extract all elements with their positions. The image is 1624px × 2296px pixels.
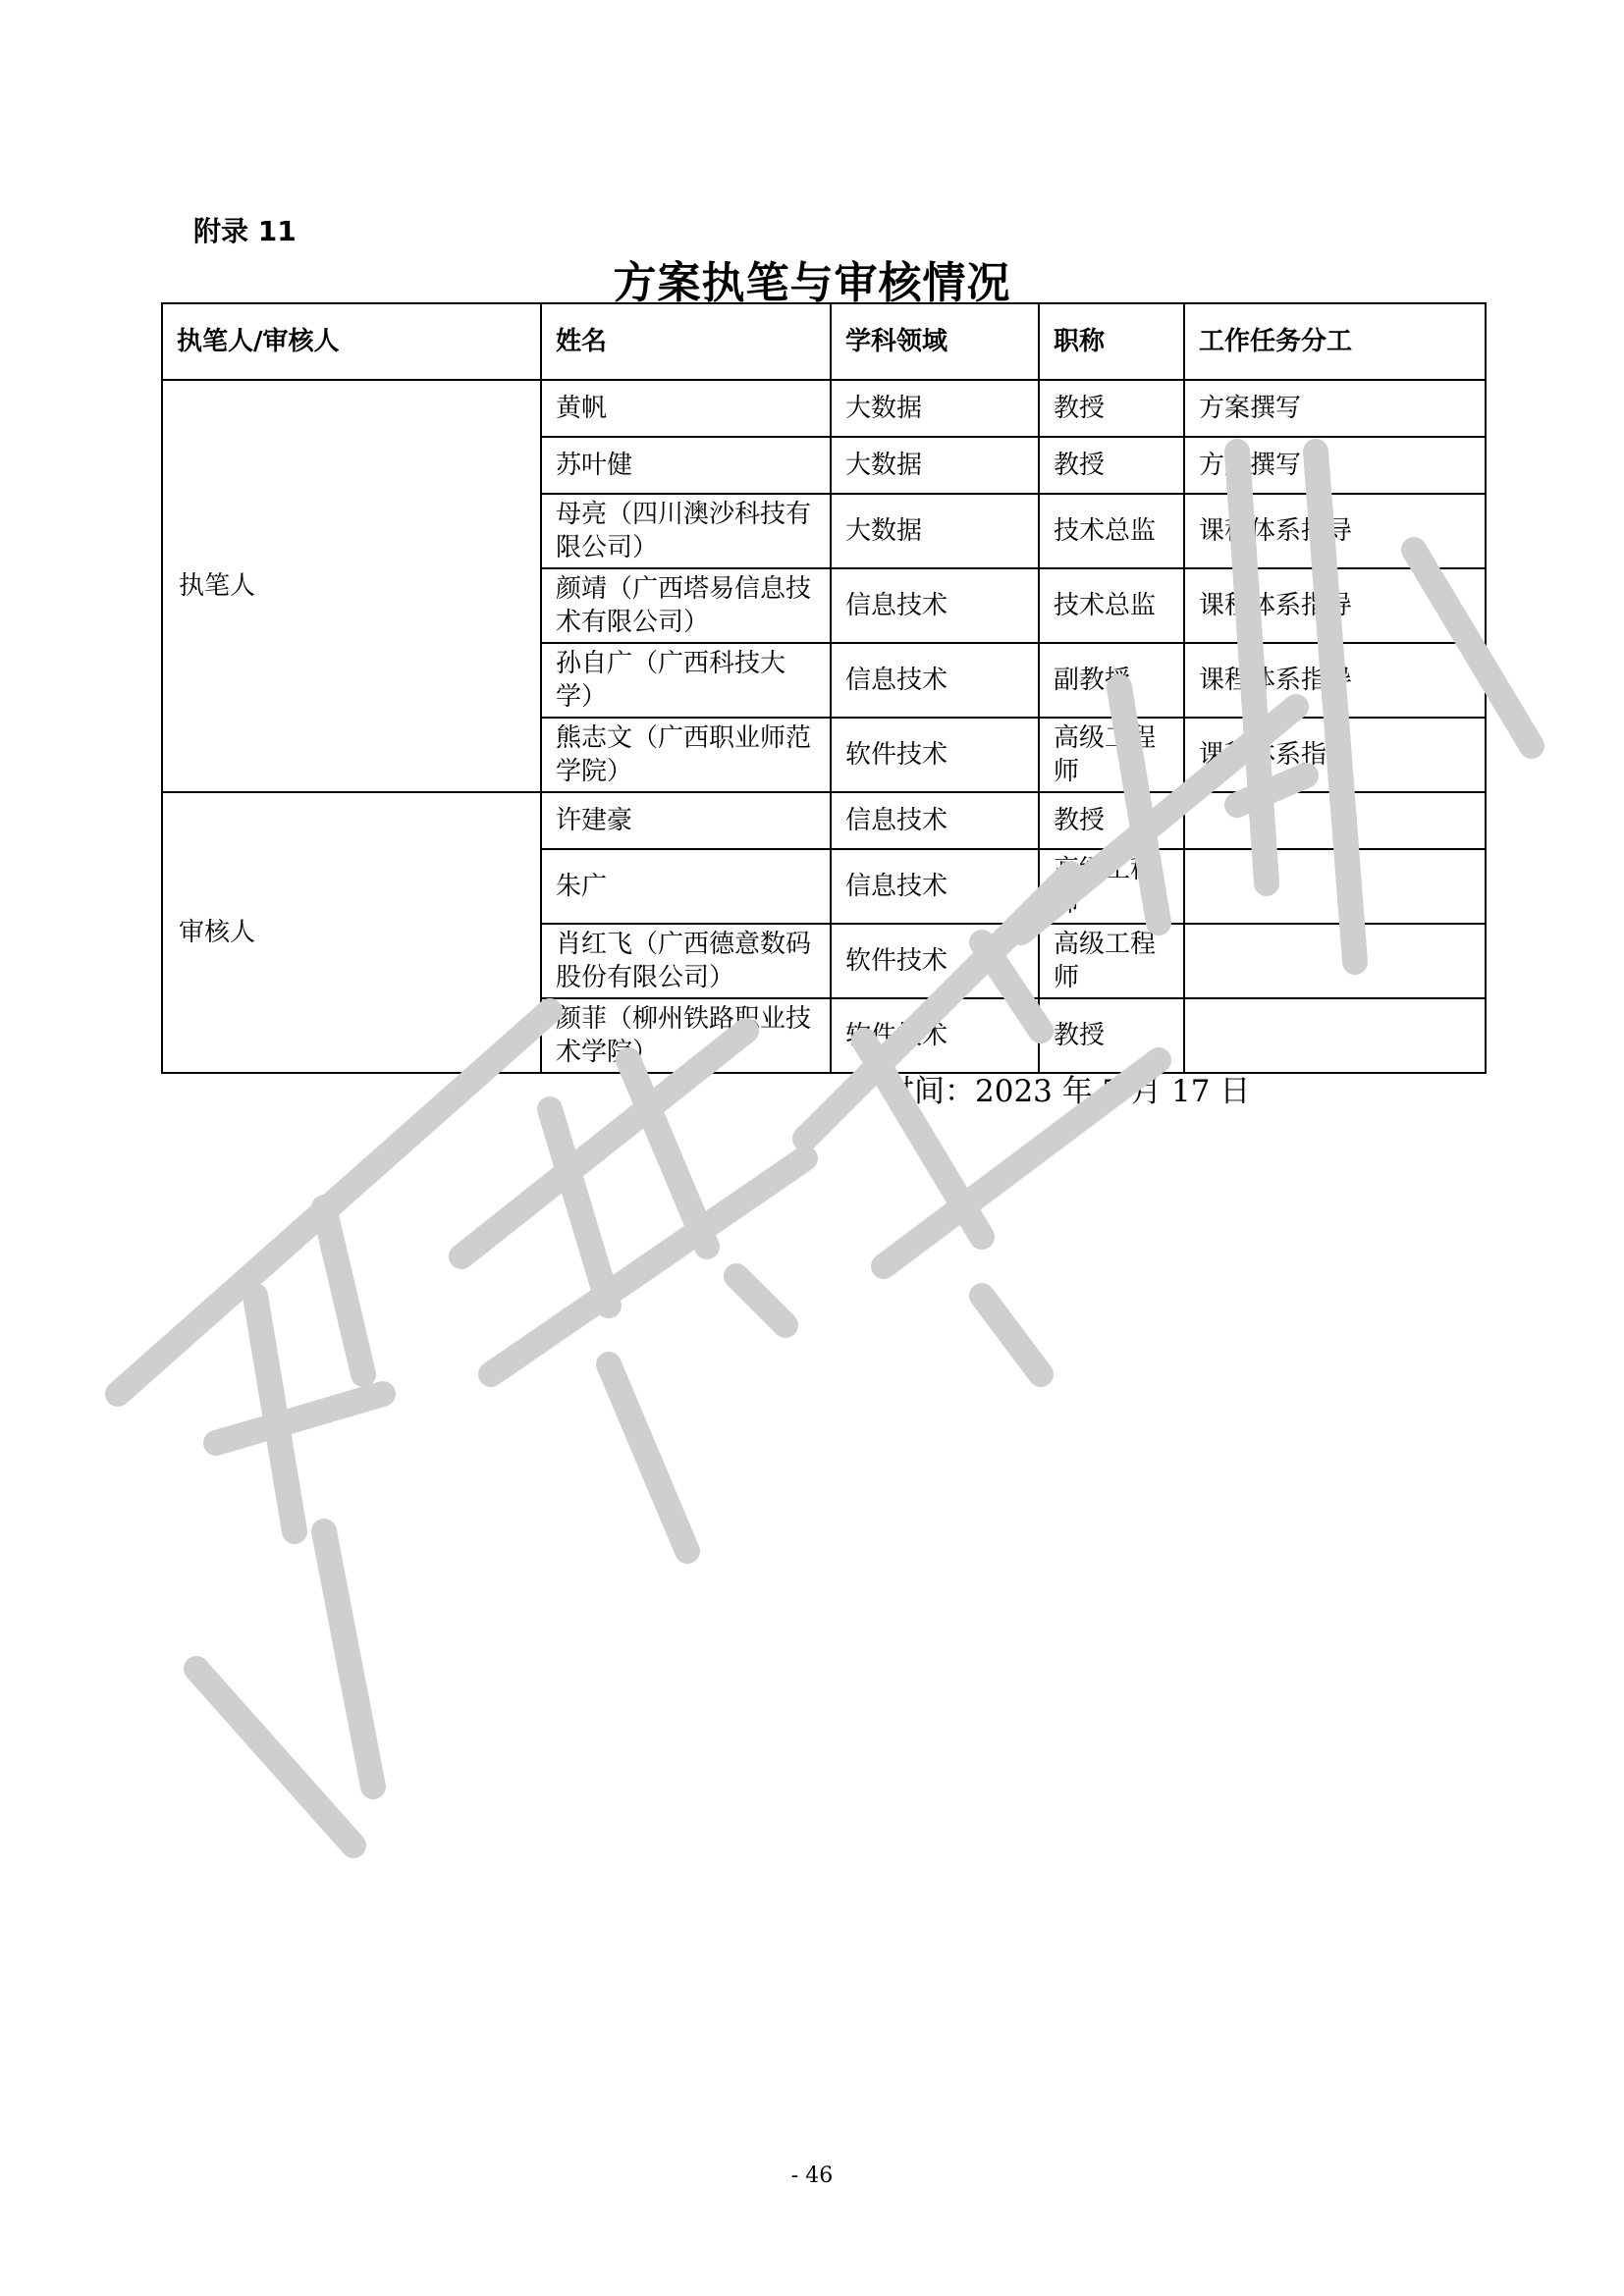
appendix-label: 附录 11 — [193, 215, 297, 247]
table-header-row — [162, 303, 1486, 380]
name-cell: 朱广 — [541, 849, 831, 924]
task-cell — [1184, 849, 1486, 924]
date-line: 时间：2023 年 7 月 17 日 — [884, 1074, 1251, 1109]
task-cell — [1184, 998, 1486, 1073]
title-cell: 教授 — [1039, 380, 1184, 437]
name-cell: 黄帆 — [541, 380, 831, 437]
name-cell: 颜靖（广西塔易信息技术有限公司） — [541, 568, 831, 643]
name-cell: 孙自广（广西科技大学） — [541, 643, 831, 718]
field-cell: 大数据 — [831, 437, 1039, 494]
task-cell — [1184, 792, 1486, 849]
header-field: 学科领域 — [831, 303, 1039, 380]
role-cell-writers: 执笔人 — [162, 380, 541, 792]
name-cell: 苏叶健 — [541, 437, 831, 494]
task-cell: 课程体系指导 — [1184, 494, 1486, 568]
task-cell: 课程体系指导 — [1184, 643, 1486, 718]
field-cell: 大数据 — [831, 380, 1039, 437]
title-cell: 教授 — [1039, 792, 1184, 849]
title-cell: 教授 — [1039, 437, 1184, 494]
role-cell-reviewers: 审核人 — [162, 792, 541, 1073]
task-cell: 方案撰写 — [1184, 437, 1486, 494]
task-cell: 课程体系指导 — [1184, 568, 1486, 643]
field-cell: 软件技术 — [831, 998, 1039, 1073]
field-cell: 信息技术 — [831, 568, 1039, 643]
title-cell: 副教授 — [1039, 643, 1184, 718]
title-cell: 技术总监 — [1039, 494, 1184, 568]
table-row — [162, 380, 1486, 437]
title-cell: 高级工程师 — [1039, 924, 1184, 998]
name-cell: 肖红飞（广西德意数码股份有限公司） — [541, 924, 831, 998]
header-role: 执笔人/审核人 — [162, 303, 541, 380]
title-cell: 高级工程师 — [1039, 718, 1184, 792]
name-cell: 颜菲（柳州铁路职业技术学院） — [541, 998, 831, 1073]
name-cell: 熊志文（广西职业师范学院） — [541, 718, 831, 792]
field-cell: 信息技术 — [831, 643, 1039, 718]
page-title: 方案执笔与审核情况 — [613, 258, 1011, 308]
name-cell: 母亮（四川澳沙科技有限公司） — [541, 494, 831, 568]
task-cell — [1184, 924, 1486, 998]
header-name: 姓名 — [541, 303, 831, 380]
task-cell: 课程体系指导 — [1184, 718, 1486, 792]
field-cell: 信息技术 — [831, 849, 1039, 924]
name-cell: 许建豪 — [541, 792, 831, 849]
field-cell: 大数据 — [831, 494, 1039, 568]
title-cell: 高级工程师 — [1039, 849, 1184, 924]
task-cell: 方案撰写 — [1184, 380, 1486, 437]
title-cell: 教授 — [1039, 998, 1184, 1073]
field-cell: 软件技术 — [831, 718, 1039, 792]
field-cell: 软件技术 — [831, 924, 1039, 998]
title-cell: 技术总监 — [1039, 568, 1184, 643]
header-title: 职称 — [1039, 303, 1184, 380]
table-row — [162, 792, 1486, 849]
header-task: 工作任务分工 — [1184, 303, 1486, 380]
page-number: - 46 — [790, 2163, 834, 2188]
field-cell: 信息技术 — [831, 792, 1039, 849]
author-review-table — [161, 302, 1487, 1074]
